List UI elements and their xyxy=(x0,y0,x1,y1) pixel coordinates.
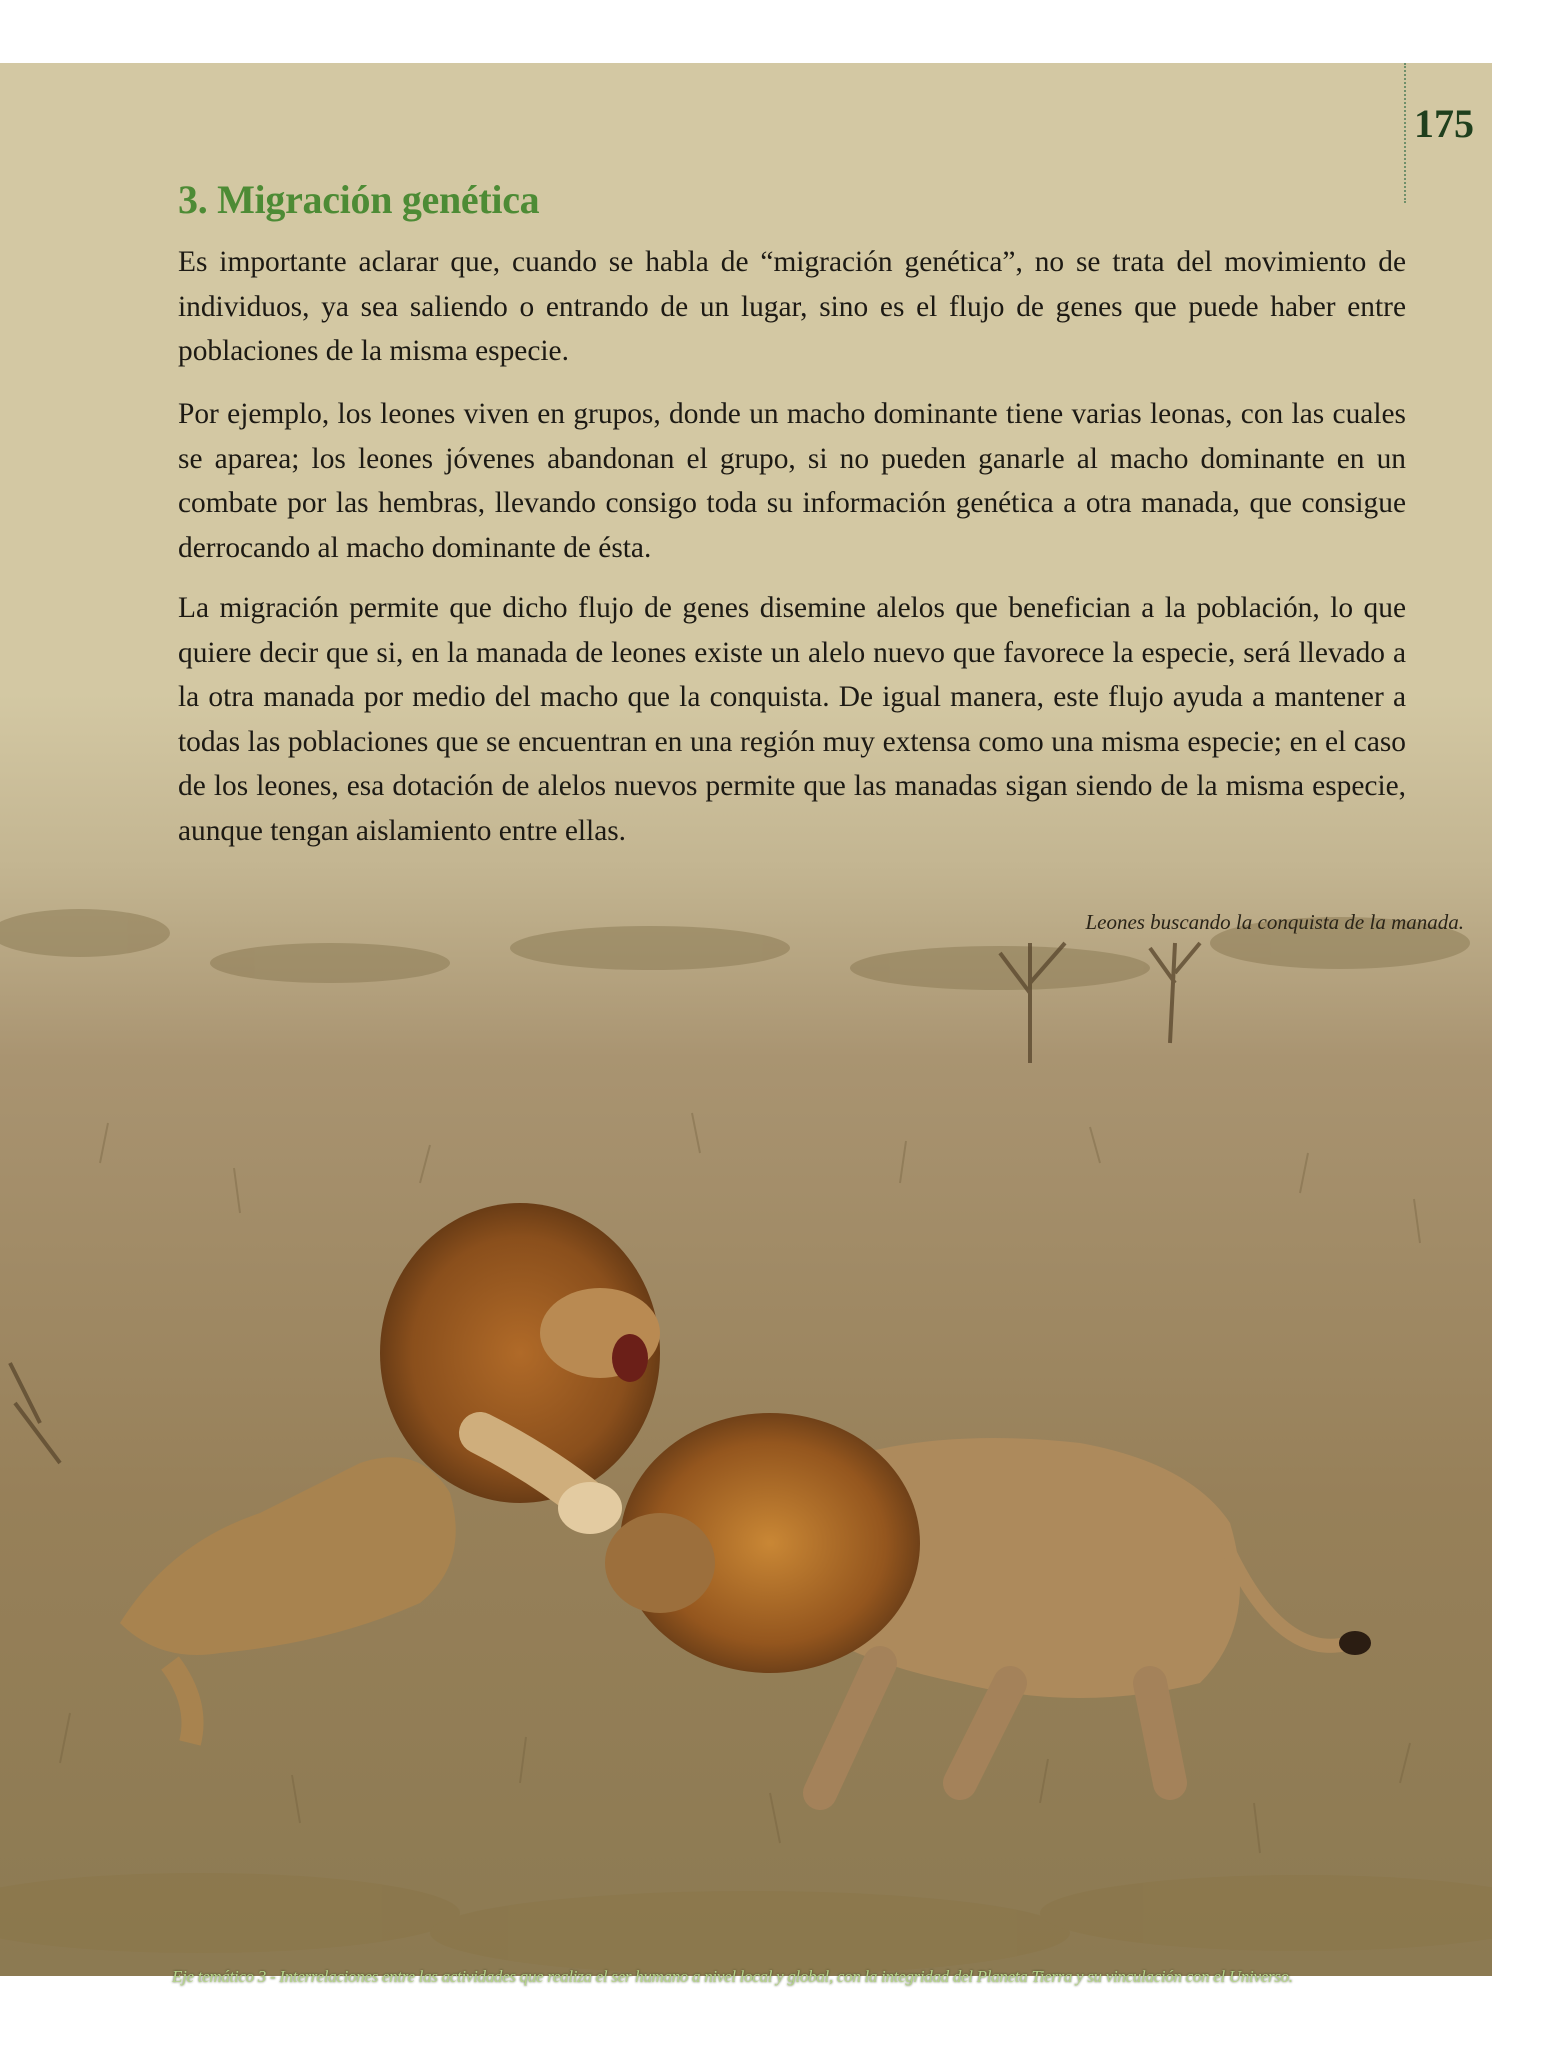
paragraph-gene-flow-definition: Es importante aclarar que, cuando se habla de “migración genética”, no se trata del movimiento de individuos, ya sea saliendo o entrando de un lugar, sino es el flujo de genes que puede haber entre poblaciones de la misma especie. xyxy=(178,246,1406,368)
paragraph-lion-example: Por ejemplo, los leones viven en grupos, donde un macho dominante tiene varias leonas, con las cuales se aparea; los leones jóvenes abandonan el grupo, si no pueden ganarle al macho dominante en un combate por las hembras, llevando consigo toda su información genética a otra manada, que consigue derrocando al macho dominante de ésta. xyxy=(178,398,1406,564)
photo-caption: Leones buscando la conquista de la manada. xyxy=(1085,910,1464,934)
section-title: 3. Migración genética xyxy=(178,177,540,222)
paragraph-migration-benefits: La migración permite que dicho flujo de genes disemine alelos que benefician a la población, lo que quiere decir que si, en la manada de leones existe un alelo nuevo que favorece la especie, será llevado a la otra manada por medio del macho que la conquista. De igual manera, este flujo ayuda a mantener a todas las poblaciones que se encuentran en una región muy extensa como una misma especie; en el caso de los leones, esa dotación de alelos nuevos permite que las manadas sigan siendo de la misma especie, aunque tengan aislamiento entre ellas. xyxy=(178,592,1406,847)
footer-thematic-axis: Eje temático 3 - Interrelaciones entre las actividades que realiza el ser humano a nivel local y global, con la integridad del Planeta Tierra y su vinculación con el Universo. xyxy=(172,1967,1293,1986)
fold-line xyxy=(1404,63,1406,203)
page-number: 175 xyxy=(1414,101,1474,146)
